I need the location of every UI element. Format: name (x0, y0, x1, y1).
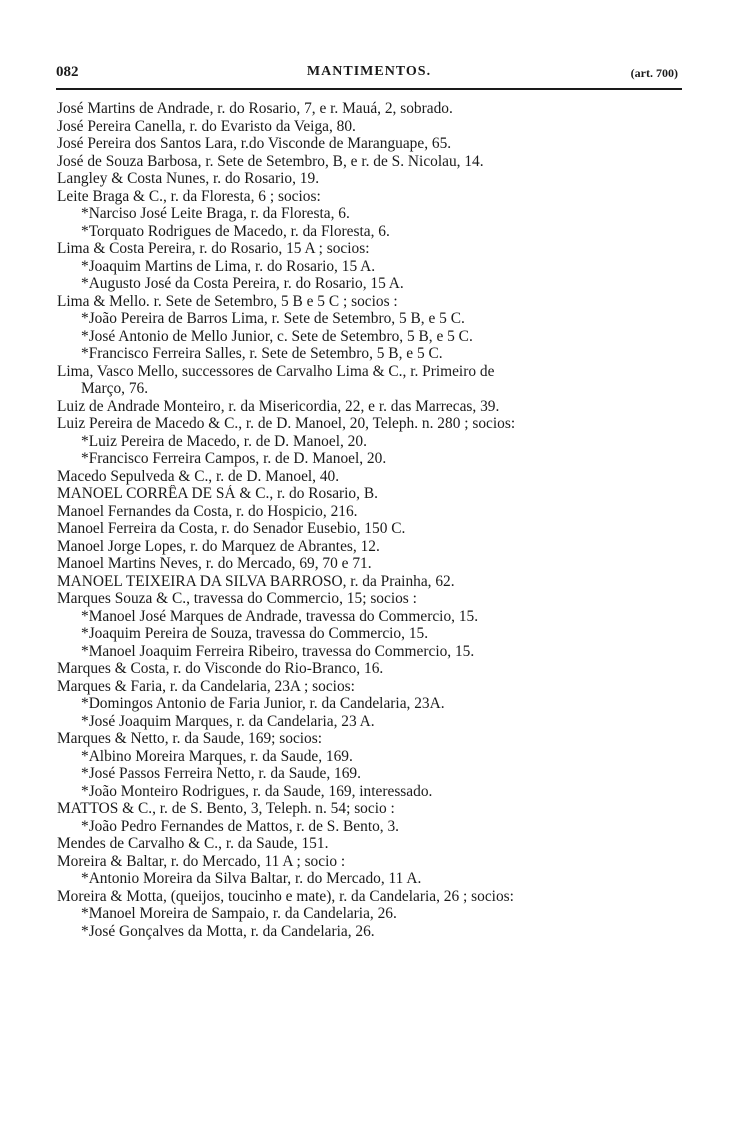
directory-entry: José Martins de Andrade, r. do Rosario, 7, e r. Mauá, 2, sobrado. (57, 100, 453, 117)
partner-entry: *Domingos Antonio de Faria Junior, r. da Candelaria, 23A. (81, 695, 445, 712)
partner-entry: *José Joaquim Marques, r. da Candelaria, 23 A. (81, 712, 375, 730)
directory-entry: José de Souza Barbosa, r. Sete de Setembro, B, e r. de S. Nicolau, 14. (57, 152, 484, 170)
partner-entry: *José Antonio de Mello Junior, c. Sete de Setembro, 5 B, e 5 C. (81, 327, 473, 345)
partner-entry: *Augusto José da Costa Pereira, r. do Rosario, 15 A. (81, 275, 404, 292)
directory-entry: Manoel Martins Neves, r. do Mercado, 69, 70 e 71. (57, 555, 372, 572)
directory-entry: Lima & Costa Pereira, r. do Rosario, 15 A ; socios: (57, 240, 370, 257)
directory-entry: Luiz Pereira de Macedo & C., r. de D. Manoel, 20, Teleph. n. 280 ; socios: (57, 415, 516, 432)
directory-entry: Leite Braga & C., r. da Floresta, 6 ; socios: (57, 187, 321, 205)
directory-entry: Langley & Costa Nunes, r. do Rosario, 19. (57, 170, 320, 187)
directory-entry: Lima & Mello. r. Sete de Setembro, 5 B e 5 C ; socios : (57, 292, 398, 310)
partner-entry: *Antonio Moreira da Silva Baltar, r. do Mercado, 11 A. (81, 870, 422, 887)
partner-entry: *José Passos Ferreira Netto, r. da Saude, 169. (81, 765, 361, 782)
partner-entry: *Torquato Rodrigues de Macedo, r. da Floresta, 6. (81, 222, 390, 240)
page-title: MANTIMENTOS. (306, 64, 432, 79)
partner-entry: *João Pereira de Barros Lima, r. Sete de Setembro, 5 B, e 5 C. (81, 310, 465, 327)
partner-entry: *João Monteiro Rodrigues, r. da Saude, 169, interessado. (81, 782, 433, 800)
directory-entry: Marques & Faria, r. da Candelaria, 23A ; socios: (57, 677, 355, 695)
directory-entry: Marques & Costa, r. do Visconde do Rio-Branco, 16. (57, 660, 384, 677)
directory-entry: José Pereira Canella, r. do Evaristo da Veiga, 80. (57, 117, 356, 135)
directory-entry: Marques Souza & C., travessa do Commercio, 15; socios : (57, 590, 417, 607)
partner-entry: *Manoel Joaquim Ferreira Ribeiro, travessa do Commercio, 15. (81, 642, 475, 660)
partner-entry: *Joaquim Pereira de Souza, travessa do Commercio, 15. (81, 625, 429, 642)
directory-entry: Lima, Vasco Mello, successores de Carvalho Lima & C., r. Primeiro de (57, 362, 495, 380)
entry-continuation: Março, 76. (81, 380, 149, 397)
directory-entry: MATTOS & C., r. de S. Bento, 3, Teleph. n. 54; socio : (57, 800, 395, 817)
directory-entries (57, 100, 685, 940)
directory-entry: Marques & Netto, r. da Saude, 169; socios: (57, 730, 323, 747)
partner-entry: *Albino Moreira Marques, r. da Saude, 169. (81, 747, 353, 765)
partner-entry: *José Gonçalves da Motta, r. da Candelaria, 26. (81, 922, 375, 940)
directory-entry: Macedo Sepulveda & C., r. de D. Manoel, 40. (57, 467, 340, 485)
partner-entry: *Narciso José Leite Braga, r. da Floresta, 6. (81, 205, 350, 222)
directory-entry: Manoel Ferreira da Costa, r. do Senador Eusebio, 150 C. (57, 520, 406, 537)
partner-entry: *Manoel José Marques de Andrade, travessa do Commercio, 15. (81, 607, 479, 625)
directory-entry: MANOEL CORRÊA DE SÁ & C., r. do Rosario, B. (57, 485, 378, 502)
directory-entry: Moreira & Motta, (queijos, toucinho e mate), r. da Candelaria, 26 ; socios: (57, 887, 514, 905)
page-number: 082 (56, 64, 79, 80)
directory-entry: Moreira & Baltar, r. do Mercado, 11 A ; socio : (57, 852, 346, 870)
directory-entry: Manoel Jorge Lopes, r. do Marquez de Abrantes, 12. (57, 537, 380, 555)
directory-entry: Luiz de Andrade Monteiro, r. da Misericordia, 22, e r. das Marrecas, 39. (57, 397, 500, 415)
article-reference: (art. 700) (630, 66, 678, 80)
partner-entry: *João Pedro Fernandes de Mattos, r. de S. Bento, 3. (81, 817, 400, 835)
partner-entry: *Luiz Pereira de Macedo, r. de D. Manoel, 20. (81, 432, 367, 450)
partner-entry: *Manoel Moreira de Sampaio, r. da Candelaria, 26. (81, 905, 397, 922)
partner-entry: *Joaquim Martins de Lima, r. do Rosario, 15 A. (81, 257, 376, 275)
directory-entry: MANOEL TEIXEIRA DA SILVA BARROSO, r. da Prainha, 62. (57, 572, 455, 590)
directory-entry: Mendes de Carvalho & C., r. da Saude, 151. (57, 835, 329, 852)
partner-entry: *Francisco Ferreira Salles, r. Sete de Setembro, 5 B, e 5 C. (81, 345, 443, 362)
directory-entry: José Pereira dos Santos Lara, r.do Visconde de Maranguape, 65. (57, 135, 452, 152)
partner-entry: *Francisco Ferreira Campos, r. de D. Manoel, 20. (81, 450, 387, 467)
directory-entry: Manoel Fernandes da Costa, r. do Hospicio, 216. (57, 502, 358, 520)
page-header (56, 62, 682, 90)
